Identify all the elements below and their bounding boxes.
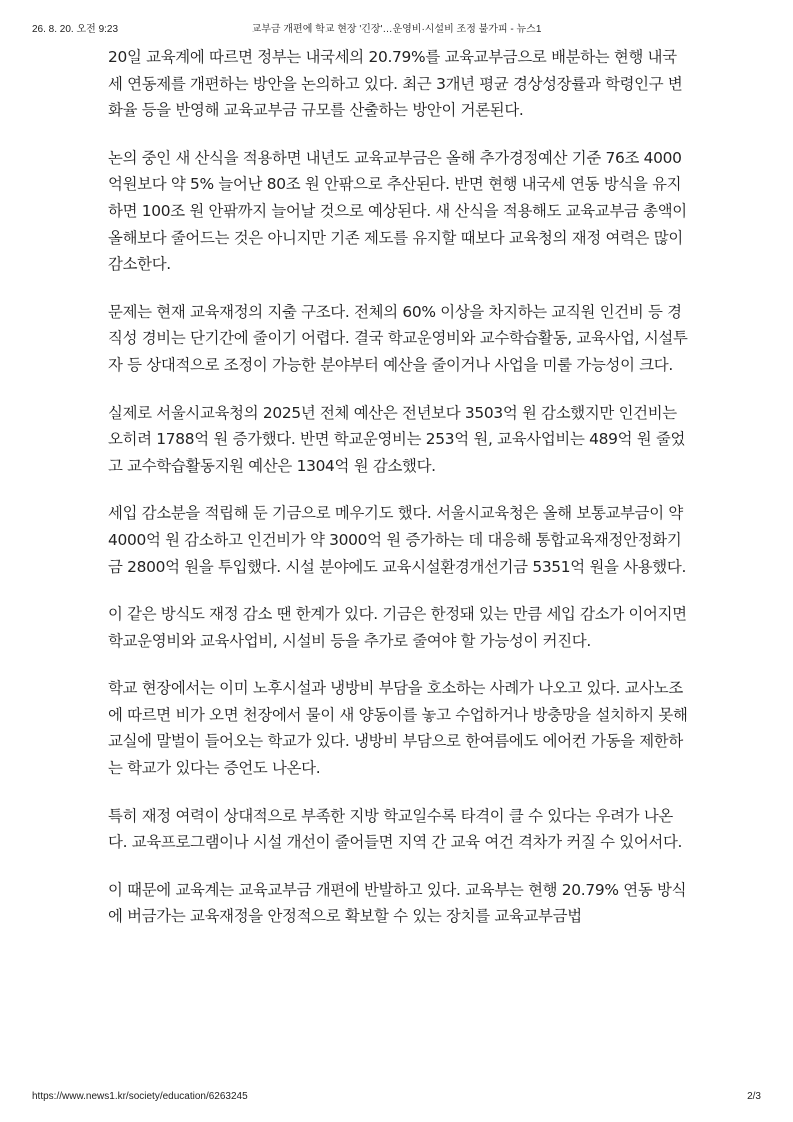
page-number: 2/3 (747, 1091, 761, 1102)
article-paragraph: 세입 감소분을 적립해 둔 기금으로 메우기도 했다. 서울시교육청은 올해 보통교부금이 약 4000억 원 감소하고 인건비가 약 3000억 원 증가하는 데 대응해 통합교육재정안정화기금 2800억 원을 투입했다. 시설 분야에도 교육시설환경개선기금 5351억 원을 사용했다. (108, 504, 687, 576)
print-header (32, 20, 761, 36)
article-paragraph: 이 같은 방식도 재정 감소 땐 한계가 있다. 기금은 한정돼 있는 만큼 세입 감소가 이어지면 학교운영비와 교육사업비, 시설비 등을 추가로 줄여야 할 가능성이 커진다. (108, 605, 687, 650)
article-paragraph: 특히 재정 여력이 상대적으로 부족한 지방 학교일수록 타격이 클 수 있다는 우려가 나온다. 교육프로그램이나 시설 개선이 줄어들면 지역 간 교육 여건 격차가 커질 수 있어서다. (108, 806, 683, 852)
article-body (108, 44, 688, 951)
page-url[interactable]: https://www.news1.kr/society/education/6263245 (32, 1091, 248, 1102)
print-footer (32, 1091, 761, 1107)
article-paragraph: 이 때문에 교육계는 교육교부금 개편에 반발하고 있다. 교육부는 현행 20.79% 연동 방식에 버금가는 교육재정을 안정적으로 확보할 수 있는 장치를 교육교부금법 (108, 880, 687, 926)
page-title: 교부금 개편에 학교 현장 '긴장'…운영비·시설비 조정 불가피 - 뉴스1 (251, 24, 542, 35)
article-paragraph: 학교 현장에서는 이미 노후시설과 냉방비 부담을 호소하는 사례가 나오고 있다. 교사노조에 따르면 비가 오면 천장에서 물이 새 양동이를 놓고 수업하거나 방충망을 설치하지 못해 교실에 말벌이 들어오는 학교가 있다. 냉방비 부담으로 한여름에도 에어컨 가동을 제한하는 학교가 있다는 증언도 나온다. (108, 679, 688, 778)
article-paragraph: 논의 중인 새 산식을 적용하면 내년도 교육교부금은 올해 추가경정예산 기준 76조 4000억원보다 약 5% 늘어난 80조 원 안팎으로 추산된다. 반면 현행 내국세 연동 방식을 유지하면 100조 원 안팎까지 늘어날 것으로 예상된다. 새 산식을 적용해도 교육교부금 총액이 올해보다 줄어드는 것은 아니지만 기존 제도를 유지할 때보다 교육청의 재정 여력은 많이 감소한다. (108, 148, 687, 274)
print-date: 26. 8. 20. 오전 9:23 (32, 24, 119, 35)
article-paragraph: 20일 교육계에 따르면 정부는 내국세의 20.79%를 교육교부금으로 배분하는 현행 내국세 연동제를 개편하는 방안을 논의하고 있다. 최근 3개년 평균 경상성장률과 학령인구 변화율 등을 반영해 교육교부금 규모를 산출하는 방안이 거론된다. (108, 48, 683, 120)
article-paragraph: 문제는 현재 교육재정의 지출 구조다. 전체의 60% 이상을 차지하는 교직원 인건비 등 경직성 경비는 단기간에 줄이기 어렵다. 결국 학교운영비와 교수학습활동, 교육사업, 시설투자 등 상대적으로 조정이 가능한 분야부터 예산을 줄이거나 사업을 미룰 가능성이 크다. (108, 302, 688, 374)
article-paragraph: 실제로 서울시교육청의 2025년 전체 예산은 전년보다 3503억 원 감소했지만 인건비는 오히려 1788억 원 증가했다. 반면 학교운영비는 253억 원, 교육사업비는 489억 원 줄었고 교수학습활동지원 예산은 1304억 원 감소했다. (108, 403, 686, 475)
